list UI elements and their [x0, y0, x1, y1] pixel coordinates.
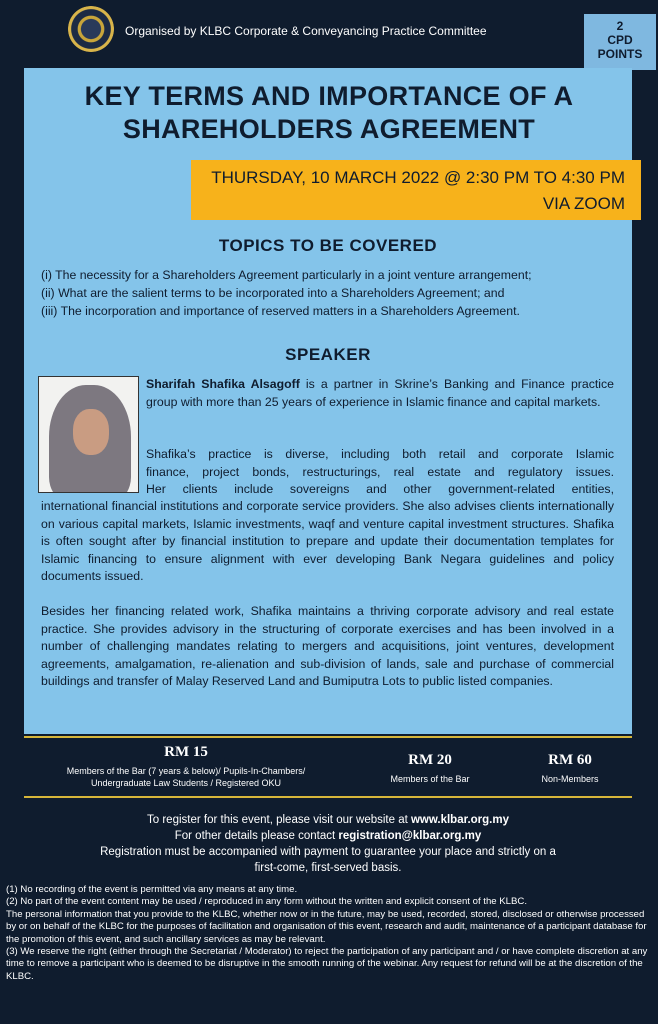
registration-info — [24, 812, 632, 876]
payment-note: Registration must be accompanied with payment to guarantee your place and strictly on a — [100, 846, 556, 858]
footer-note: (1) No recording of the event is permitted via any means at any time. — [6, 884, 298, 895]
cpd-badge — [582, 12, 658, 72]
title-line-2: SHAREHOLDERS AGREEMENT — [122, 114, 536, 144]
price-amount: RM 60 — [548, 752, 592, 768]
price-amount: RM 15 — [164, 744, 208, 760]
payment-note-2: first-come, first-served basis. — [254, 862, 402, 874]
register-line: To register for this event, please visit our website at www.klbar.org.my — [147, 814, 509, 826]
topic-item: (i) The necessity for a Shareholders Agreement particularly in a joint venture arrangement; — [41, 268, 532, 282]
price-tier — [370, 752, 490, 785]
bio-line: Her clients include sovereigns and other government-related entities, — [146, 482, 614, 496]
website-link[interactable]: www.klbar.org.my — [410, 814, 509, 826]
organiser-text: Organised by KLBC Corporate & Conveyancing Practice Committee — [125, 24, 487, 38]
event-venue: VIA ZOOM — [542, 194, 625, 213]
footer-note: (3) We reserve the right (either through the Secretariat / Moderator) to reject the participation of any participant and / or have complete discretion at any time to remove a participant who is deemed to be disruptive in the smooth running of the webinar. Any request for refund will be at the discretion of the KLBC. — [6, 946, 648, 982]
email-link[interactable]: registration@klbar.org.my — [338, 830, 482, 842]
footer-note: (2) No part of the event content may be used / reproduced in any form without the written and explicit consent of the KLBC. — [6, 896, 528, 908]
topic-item: (iii) The incorporation and importance of reserved matters in a Shareholders Agreement. — [41, 304, 520, 318]
contact-line: For other details please contact registration@klbar.org.my — [174, 830, 482, 842]
speaker-name: Sharifah Shafika Alsagoff — [146, 377, 300, 391]
event-datetime: THURSDAY, 10 MARCH 2022 @ 2:30 PM TO 4:30 PM — [211, 168, 625, 187]
price-desc: Members of the Bar — [390, 774, 470, 784]
cpd-points: POINTS — [597, 47, 643, 61]
klbc-logo — [68, 6, 114, 52]
price-tier — [38, 744, 334, 789]
price-desc: Members of the Bar (7 years & below)/ Pupils-In-Chambers/ Undergraduate Law Students / Registered OKU — [66, 766, 306, 788]
topics-list — [41, 266, 631, 320]
price-desc: Non-Members — [541, 774, 599, 784]
event-title — [30, 80, 628, 146]
speaker-intro-text: is a partner in Skrine’s Banking and Finance practice group with more than 25 years of experience in Islamic finance and capital markets. — [146, 377, 614, 409]
bio-line: finance, project bonds, restructurings, real estate and regulatory issues. — [146, 464, 614, 479]
speaker-bio-p2: international financial institutions and corporate service providers. She also advises clients internationally on various capital markets, Islamic investments, waqf and venture capital investment structures. Shafika is often sought after by financial institution to prepare and update their documentation templates for Islamic financing to ensure alignment with ever developing Bank Negara guidelines and policy documents issued. — [41, 499, 614, 583]
bio-line: Shafika’s practice is diverse, including both retail and corporate Islamic — [146, 447, 614, 461]
cpd-number: 2 — [616, 19, 624, 33]
price-tier — [520, 752, 620, 785]
title-line-1: KEY TERMS AND IMPORTANCE OF A — [84, 81, 574, 111]
topic-item: (ii) What are the salient terms to be incorporated into a Shareholders Agreement; and — [41, 286, 505, 300]
speaker-heading: SPEAKER — [285, 345, 371, 364]
footer-notes — [6, 884, 654, 983]
speaker-photo — [38, 376, 139, 493]
speaker-intro — [146, 376, 614, 411]
date-band — [191, 160, 641, 220]
cpd-label: CPD — [607, 33, 633, 47]
speaker-bio-p2-top — [146, 446, 614, 499]
topics-heading: TOPICS TO BE COVERED — [218, 236, 438, 255]
footer-note: The personal information that you provide to the KLBC, whether now or in the future, may be used, recorded, stored, disclosed or otherwise processed by or on behalf of the KLBC for the purposes of facilitation and organisation of this event, research and audit, maintenance of a participant database for the promotion of this event, and such ancillary services as may be relevant. — [6, 908, 647, 945]
price-amount: RM 20 — [408, 752, 452, 768]
speaker-bio-p3: Besides her financing related work, Shafika maintains a thriving corporate advisory and real estate practice. She provides advisory in the structuring of corporate exercises and has been involved in a number of challenging mandates relating to mergers and acquisitions, joint ventures, development agreements, amalgamation, re-alienation and sub-division of lands, sale and purchase of commercial buildings and transfer of Malay Reserved Land and Bumiputra Lots to public listed companies. — [41, 604, 614, 688]
